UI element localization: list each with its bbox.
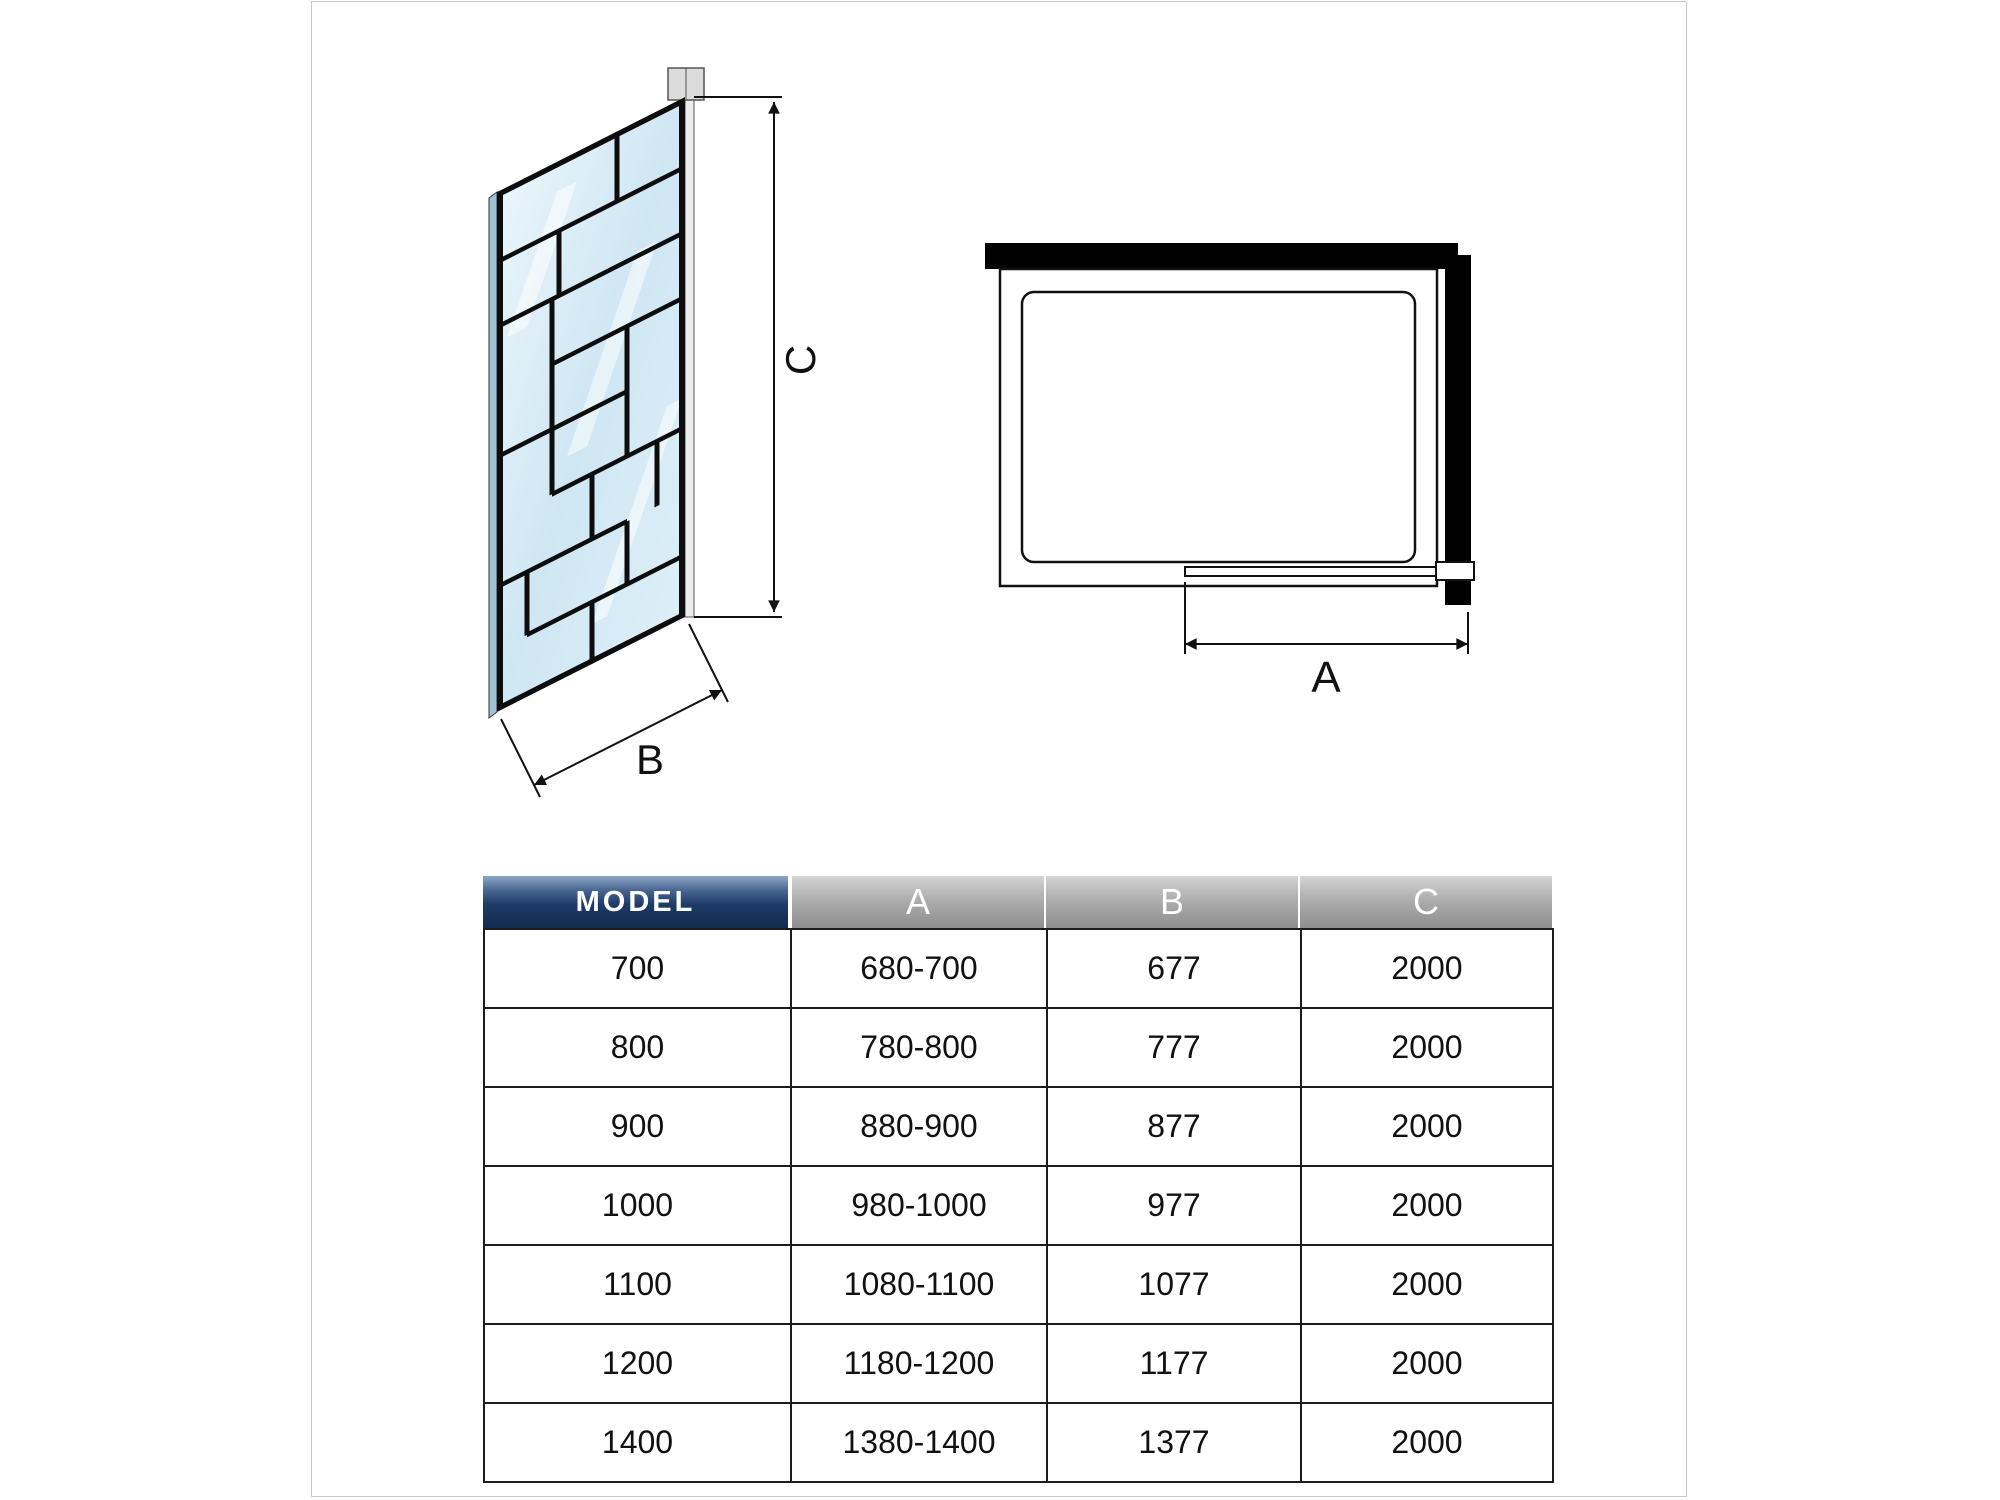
table-cell: 1000 [484, 1166, 791, 1245]
wall-profile-strip [685, 97, 694, 617]
dimension-a-label: A [1311, 653, 1341, 702]
support-bar [1185, 567, 1445, 576]
table-cell: 877 [1047, 1087, 1301, 1166]
table-cell: 2000 [1301, 929, 1553, 1008]
glass-panel-side-view [489, 68, 824, 797]
table-row [484, 1166, 1553, 1245]
support-bar-clamp [1436, 562, 1474, 580]
dimension-c-line [694, 97, 782, 617]
table-row [484, 929, 1553, 1008]
table-cell: 2000 [1301, 1403, 1553, 1482]
table-cell: 780-800 [791, 1008, 1047, 1087]
glass-top-view-bar [1445, 255, 1471, 605]
glass-pattern [497, 97, 685, 712]
table-cell: 1200 [484, 1324, 791, 1403]
shower-tray-outer [1000, 269, 1437, 586]
table-cell: 777 [1047, 1008, 1301, 1087]
table-cell: 900 [484, 1087, 791, 1166]
table-cell: 977 [1047, 1166, 1301, 1245]
table-header-model: MODEL [483, 876, 788, 928]
table-row [484, 1008, 1553, 1087]
dimension-a-line [1185, 582, 1468, 654]
wall-bar [985, 243, 1458, 269]
size-table-section [483, 876, 1552, 1483]
table-cell: 800 [484, 1008, 791, 1087]
table-cell: 1177 [1047, 1324, 1301, 1403]
table-cell: 1077 [1047, 1245, 1301, 1324]
table-cell: 1100 [484, 1245, 791, 1324]
dimension-b-label: B [635, 736, 665, 783]
table-cell: 1400 [484, 1403, 791, 1482]
page-frame [311, 1, 1687, 1497]
table-cell: 980-1000 [791, 1166, 1047, 1245]
table-cell: 677 [1047, 929, 1301, 1008]
table-cell: 2000 [1301, 1245, 1553, 1324]
table-header-row [483, 876, 1552, 928]
table-header-b: B [1046, 876, 1298, 928]
table-cell: 2000 [1301, 1008, 1553, 1087]
table-cell: 1380-1400 [791, 1403, 1047, 1482]
table-cell: 2000 [1301, 1166, 1553, 1245]
table-header-c: C [1300, 876, 1552, 928]
table-cell: 2000 [1301, 1324, 1553, 1403]
dimension-c-label: C [777, 344, 825, 376]
table-row [484, 1403, 1553, 1482]
table-cell: 880-900 [791, 1087, 1047, 1166]
table-cell: 1080-1100 [791, 1245, 1047, 1324]
table-row [484, 1087, 1553, 1166]
diagram-svg [312, 2, 1688, 862]
table-cell: 700 [484, 929, 791, 1008]
table-cell: 2000 [1301, 1087, 1553, 1166]
table-cell: 680-700 [791, 929, 1047, 1008]
table-header-a: A [792, 876, 1044, 928]
table-row [484, 1324, 1553, 1403]
table-row [484, 1245, 1553, 1324]
table-cell: 1377 [1047, 1403, 1301, 1482]
table-cell: 1180-1200 [791, 1324, 1047, 1403]
size-table [483, 928, 1554, 1483]
top-view [985, 243, 1474, 702]
glass-thickness-edge [489, 192, 497, 718]
